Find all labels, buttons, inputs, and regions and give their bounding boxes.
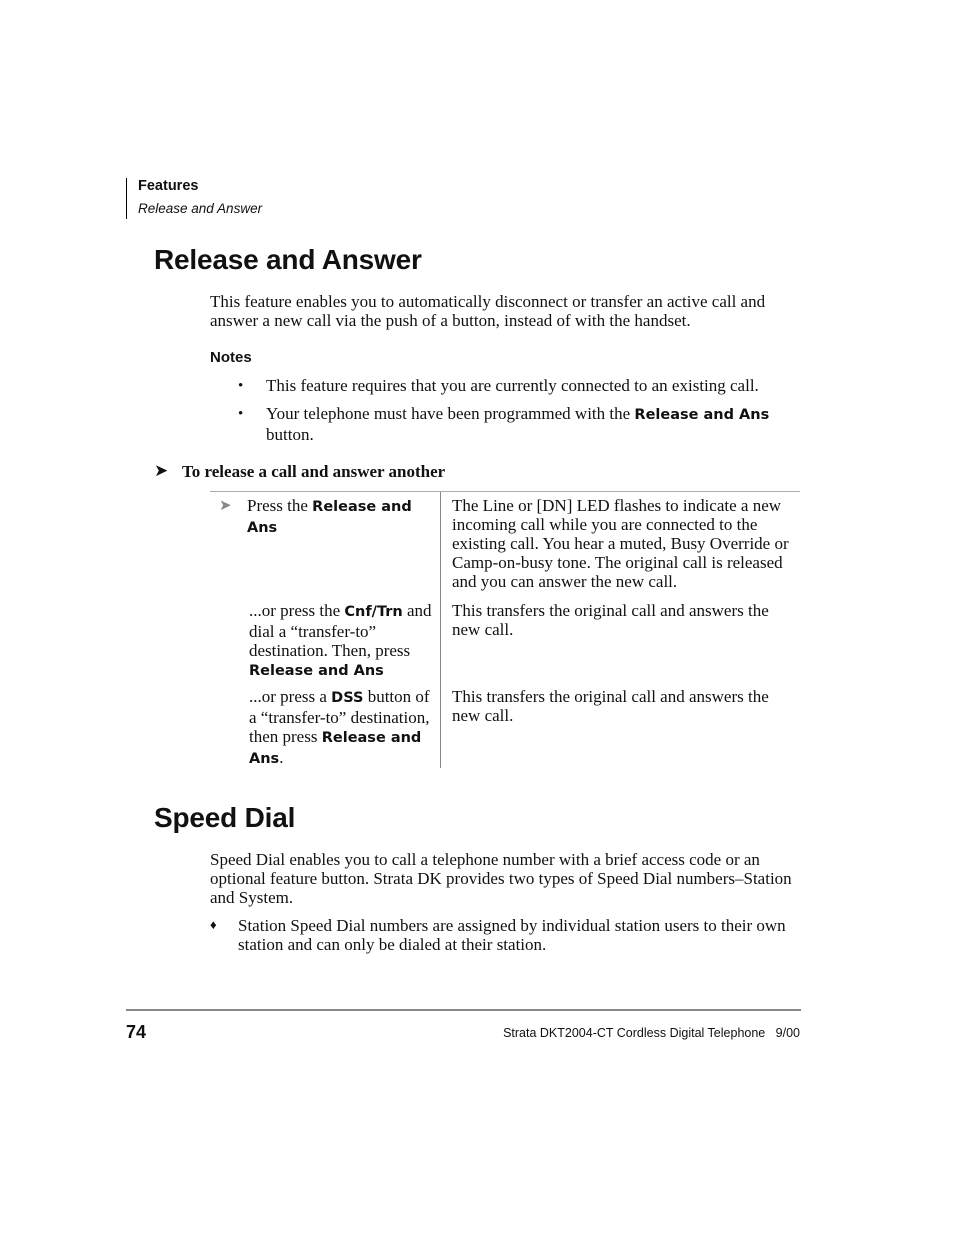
release-and-ans-key: Release and Ans — [249, 663, 384, 679]
table-column-divider — [440, 492, 441, 768]
page-number: 74 — [126, 1022, 147, 1042]
bullet-icon: • — [238, 378, 244, 394]
release-and-ans-key: Release and Ans — [634, 407, 770, 423]
release-and-ans-key: Release and Ans — [249, 730, 422, 767]
step-action: ...or press the Cnf/Trn and dial a “transfer-to” destination. Then, press Release and Ans — [249, 601, 432, 679]
bullet-icon: • — [238, 406, 244, 422]
step-arrow-icon: ➤ — [219, 498, 232, 514]
speed-dial-list-item: Station Speed Dial numbers are assigned by individual station users to their own station and can only be dialed at their station. — [238, 916, 786, 954]
note-item: Your telephone must have been programmed with the Release and Ans button. — [266, 404, 770, 444]
running-header-section: Features — [138, 178, 199, 194]
step-action: Press the Release and Ans — [247, 496, 412, 536]
diamond-bullet-icon: ♦ — [210, 917, 217, 932]
step-result: This transfers the original call and answers the new call. — [452, 687, 769, 725]
speed-dial-intro: Speed Dial enables you to call a telephone number with a brief access code or an optional feature button. Strata DK provides two types of Speed Dial numbers–Station and System. — [210, 850, 792, 907]
note-item: This feature requires that you are currently connected to an existing call. — [266, 376, 759, 395]
cnf-trn-key: Cnf/Trn — [344, 604, 403, 620]
header-rule — [126, 178, 127, 219]
release-and-ans-key: Release and Ans — [247, 499, 412, 536]
footer-rule — [126, 1009, 801, 1011]
step-result: This transfers the original call and answers the new call. — [452, 601, 769, 639]
footer-doc-title: Strata DKT2004-CT Cordless Digital Telephone 9/00 — [503, 1026, 800, 1040]
speed-dial-title: Speed Dial — [154, 802, 296, 833]
step-result: The Line or [DN] LED flashes to indicate a new incoming call while you are connected to the existing call. You hear a muted, Busy Override or Camp-on-busy tone. The original call is released and you can answer the new call. — [452, 496, 789, 591]
dss-key: DSS — [331, 690, 364, 706]
step-action: ...or press a DSS button of a “transfer-to” destination, then press Release and Ans. — [249, 687, 430, 767]
release-answer-title: Release and Answer — [154, 244, 422, 275]
release-answer-intro: This feature enables you to automatically disconnect or transfer an active call and answer a new call via the push of a button, instead of with the handset. — [210, 292, 766, 330]
procedure-title: To release a call and answer another — [182, 462, 446, 481]
running-header-subsection: Release and Answer — [138, 201, 263, 216]
table-top-rule — [210, 491, 800, 492]
notes-heading: Notes — [210, 349, 252, 366]
procedure-arrow-icon: ➤ — [154, 461, 169, 480]
